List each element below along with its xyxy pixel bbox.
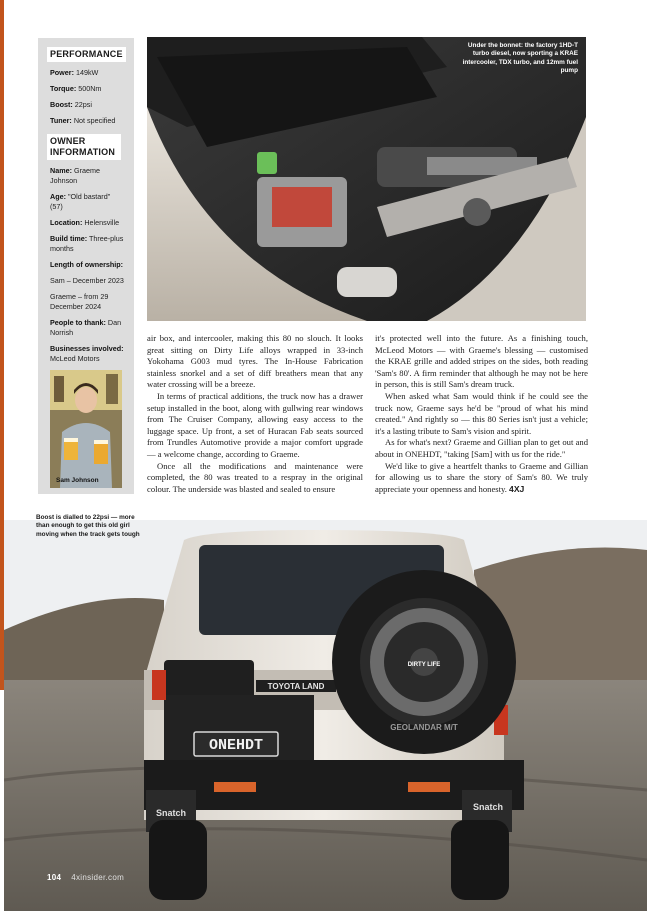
spec-row: Torque: 500Nm [50,84,102,93]
spec-row: Tuner: Not specified [50,116,116,125]
paragraph: When asked what Sam would think if he could see the truck now, Graeme says he'd be "proud of what his mind created." And rightly so — this 80 Series isn't just a vehicle; it's a lasting tribute to Sam's vision and spirit. [375,390,588,436]
paragraph: it's protected well into the future. As a finishing touch, McLeod Motors — with Graeme's blessing — customised the KRAE grille and added stripes on the sides, both reading 'Sam's 80'. A firm reminder that although he may not be here in person, this is still Sam's dream truck. [375,333,588,390]
paragraph: air box, and intercooler, making this 80 no slouch. It looks great sitting on Dirty Life alloys wrapped in 33-inch Yokohama G003 mud tyres. The In-House Fabrication stainless snorkel and a set of diff breathers mean that any water crossing will be a breeze. [147,333,363,390]
paragraph: We'd like to give a heartfelt thanks to Graeme and Gillian for allowing us to share the story of Sam's 80. We truly appreciate your openness and honesty. 4XJ [375,460,588,494]
portrait-caption: Sam Johnson [56,477,99,484]
tyre-sidewall-text: GEOLANDAR M/T [390,723,458,732]
owner-row: People to thank: Dan Norrish [50,318,122,337]
number-plate-text: ONEHDT [208,737,264,754]
mudflap-text: Snatch [155,808,187,818]
owner-row: Build time: Three-plus months [50,234,124,253]
owner-row: Length of ownership: [50,260,124,269]
rear-view-photo [4,520,647,911]
owner-row: Graeme – from 29 December 2024 [50,292,109,311]
owner-row: Location: Helensville [50,218,120,227]
paragraph: In terms of practical additions, the truck now has a drawer setup installed in the boot, along with gullwing rear windows from The Cruiser Company, allowing easy access to the luggage space. Up front, a set of Huracan Fab seats sourced from Trundles Automotive provide a major comfort upgrade — a welcome change, according to Graeme. [147,390,363,459]
paragraph: Once all the modifications and maintenance were completed, the 80 was treated to a respray in the original colour. The underside was blasted and sealed to ensure [147,460,363,494]
site-url: 4xinsider.com [71,873,125,882]
owner-heading: OWNER INFORMATION [47,134,121,160]
mudflap-text: Snatch [472,802,504,812]
spec-row: Power: 149kW [50,68,99,77]
performance-list [50,68,125,126]
tailgate-badge-text: TOYOTA LAND [267,682,325,691]
owner-row: Businesses involved: McLeod Motors [50,344,124,363]
owner-row: Age: "Old bastard" (57) [50,192,111,211]
engine-bay-illustration [147,37,586,321]
portrait-illustration [50,370,122,488]
spec-sidebar [38,38,134,494]
rear-view-illustration [4,520,647,911]
sam-portrait-photo [50,370,122,488]
owner-row: Name: Graeme Johnson [50,166,100,185]
engine-caption: Under the bonnet: the factory 1HD-T turbo diesel, now sporting a KRAE intercooler, TDX turbo, and 12mm fuel pump [462,42,578,75]
body-column-left [147,333,363,495]
performance-heading: PERFORMANCE [47,47,126,62]
page-folio [47,873,124,882]
engine-bay-photo [147,37,586,321]
spec-row: Boost: 22psi [50,100,92,109]
paragraph: As for what's next? Graeme and Gillian plan to get out and about in ONEHDT, "taking [Sam] with us for the ride." [375,437,588,459]
wheel-brand-text: DIRTY LIFE [407,662,441,668]
body-column-right [375,333,588,495]
owner-list [50,166,125,364]
owner-row: Sam – December 2023 [50,276,124,285]
page-number: 104 [47,873,62,882]
rear-caption: Boost is dialled to 22psi — more than enough to get this old girl moving when the track gets tough [36,514,140,538]
signoff-mark: 4XJ [509,483,525,494]
